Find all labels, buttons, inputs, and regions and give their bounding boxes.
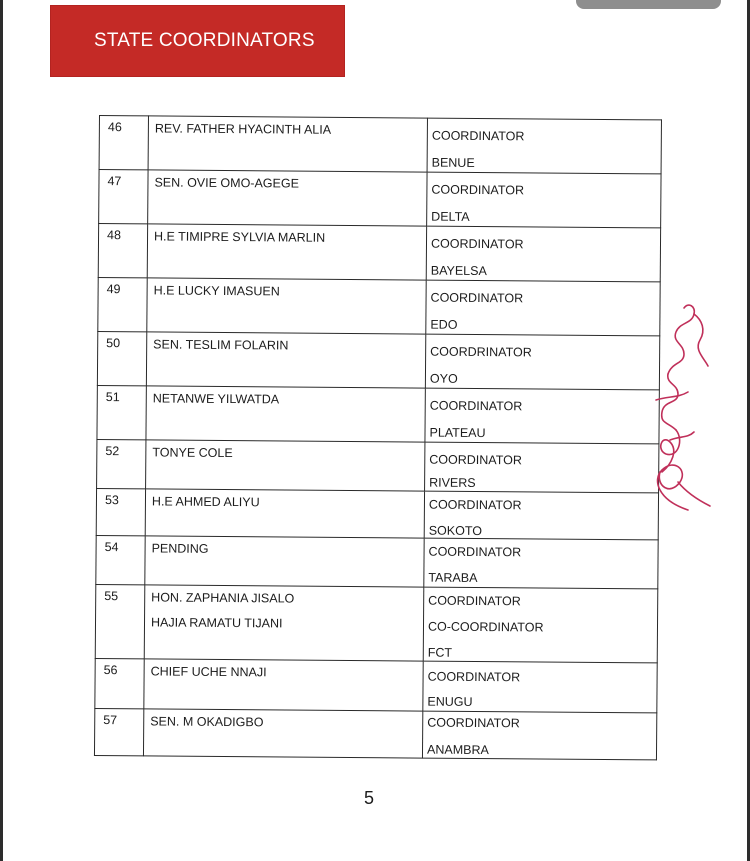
section-banner bbox=[51, 6, 344, 76]
row-state: BENUE bbox=[431, 155, 475, 170]
row-state: RIVERS bbox=[429, 475, 476, 490]
table-row bbox=[98, 277, 660, 335]
row-number: 57 bbox=[103, 713, 118, 728]
row-name: CHIEF UCHE NNAJI bbox=[150, 664, 267, 680]
row-role: COORDINATOR bbox=[428, 497, 522, 513]
table-row bbox=[97, 331, 659, 389]
row-state: PLATEAU bbox=[429, 425, 486, 441]
row-state: BAYELSA bbox=[430, 263, 487, 279]
row-number: 55 bbox=[104, 589, 119, 604]
row-name: SEN. OVIE OMO-AGEGE bbox=[154, 175, 300, 191]
row-role: COORDINATOR bbox=[431, 128, 525, 144]
row-state: TARABA bbox=[428, 570, 478, 585]
banner-title: STATE COORDINATORS bbox=[94, 30, 315, 51]
row-name: H.E TIMIPRE SYLVIA MARLIN bbox=[153, 229, 326, 245]
row-number: 56 bbox=[103, 663, 118, 678]
row-name: SEN. TESLIM FOLARIN bbox=[153, 337, 289, 353]
row-name: NETANWE YILWATDA bbox=[152, 391, 280, 407]
row-role: COORDINATOR bbox=[431, 182, 525, 198]
row-role: COORDRINATOR bbox=[430, 344, 532, 360]
row-state: DELTA bbox=[431, 209, 470, 224]
row-state: FCT bbox=[427, 645, 453, 660]
top-status-pill bbox=[576, 0, 721, 9]
table-row bbox=[95, 584, 658, 662]
row-number: 52 bbox=[105, 444, 120, 459]
row-name: H.E AHMED ALIYU bbox=[151, 494, 260, 510]
table-row bbox=[94, 708, 656, 759]
row-number: 53 bbox=[104, 493, 119, 508]
row-number: 46 bbox=[107, 120, 122, 135]
row-number: 51 bbox=[105, 390, 120, 405]
row-role: COORDINATOR bbox=[430, 290, 524, 306]
row-name: HON. ZAPHANIA JISALO bbox=[151, 590, 295, 606]
row-role-secondary: CO-COORDINATOR bbox=[427, 619, 544, 635]
page-number: 5 bbox=[364, 788, 375, 808]
row-name-secondary: HAJIA RAMATU TIJANI bbox=[150, 615, 283, 631]
row-name: H.E LUCKY IMASUEN bbox=[153, 283, 280, 299]
table-row bbox=[96, 535, 658, 588]
row-name: REV. FATHER HYACINTH ALIA bbox=[154, 121, 332, 137]
row-role: COORDINATOR bbox=[427, 715, 520, 731]
row-state: ANAMBRA bbox=[426, 742, 489, 758]
table-row bbox=[97, 439, 659, 492]
table-row bbox=[95, 658, 657, 712]
handwritten-signature bbox=[648, 300, 718, 515]
row-role: COORDINATOR bbox=[428, 544, 522, 560]
table-row bbox=[99, 116, 661, 174]
table-row bbox=[98, 224, 660, 282]
row-role: COORDINATOR bbox=[430, 236, 524, 252]
row-role: COORDINATOR bbox=[429, 452, 522, 468]
row-number: 50 bbox=[106, 336, 121, 351]
row-role: COORDINATOR bbox=[427, 669, 521, 685]
row-state: OYO bbox=[429, 371, 458, 386]
row-number: 49 bbox=[106, 282, 121, 297]
row-number: 54 bbox=[104, 540, 119, 555]
row-name: TONYE COLE bbox=[152, 445, 233, 461]
row-state: ENUGU bbox=[427, 694, 473, 709]
row-number: 47 bbox=[107, 174, 122, 189]
row-number: 48 bbox=[107, 228, 122, 243]
row-role: COORDINATOR bbox=[429, 398, 523, 414]
row-name: PENDING bbox=[151, 541, 209, 556]
row-role: COORDINATOR bbox=[428, 593, 521, 609]
table-row bbox=[96, 488, 658, 539]
row-state: SOKOTO bbox=[428, 523, 483, 539]
table-row bbox=[97, 385, 659, 443]
table-row bbox=[99, 170, 661, 228]
page-edge-left bbox=[0, 0, 3, 861]
row-state: EDO bbox=[430, 317, 458, 332]
coordinators-table bbox=[94, 115, 662, 760]
row-name: SEN. M OKADIGBO bbox=[150, 714, 264, 730]
